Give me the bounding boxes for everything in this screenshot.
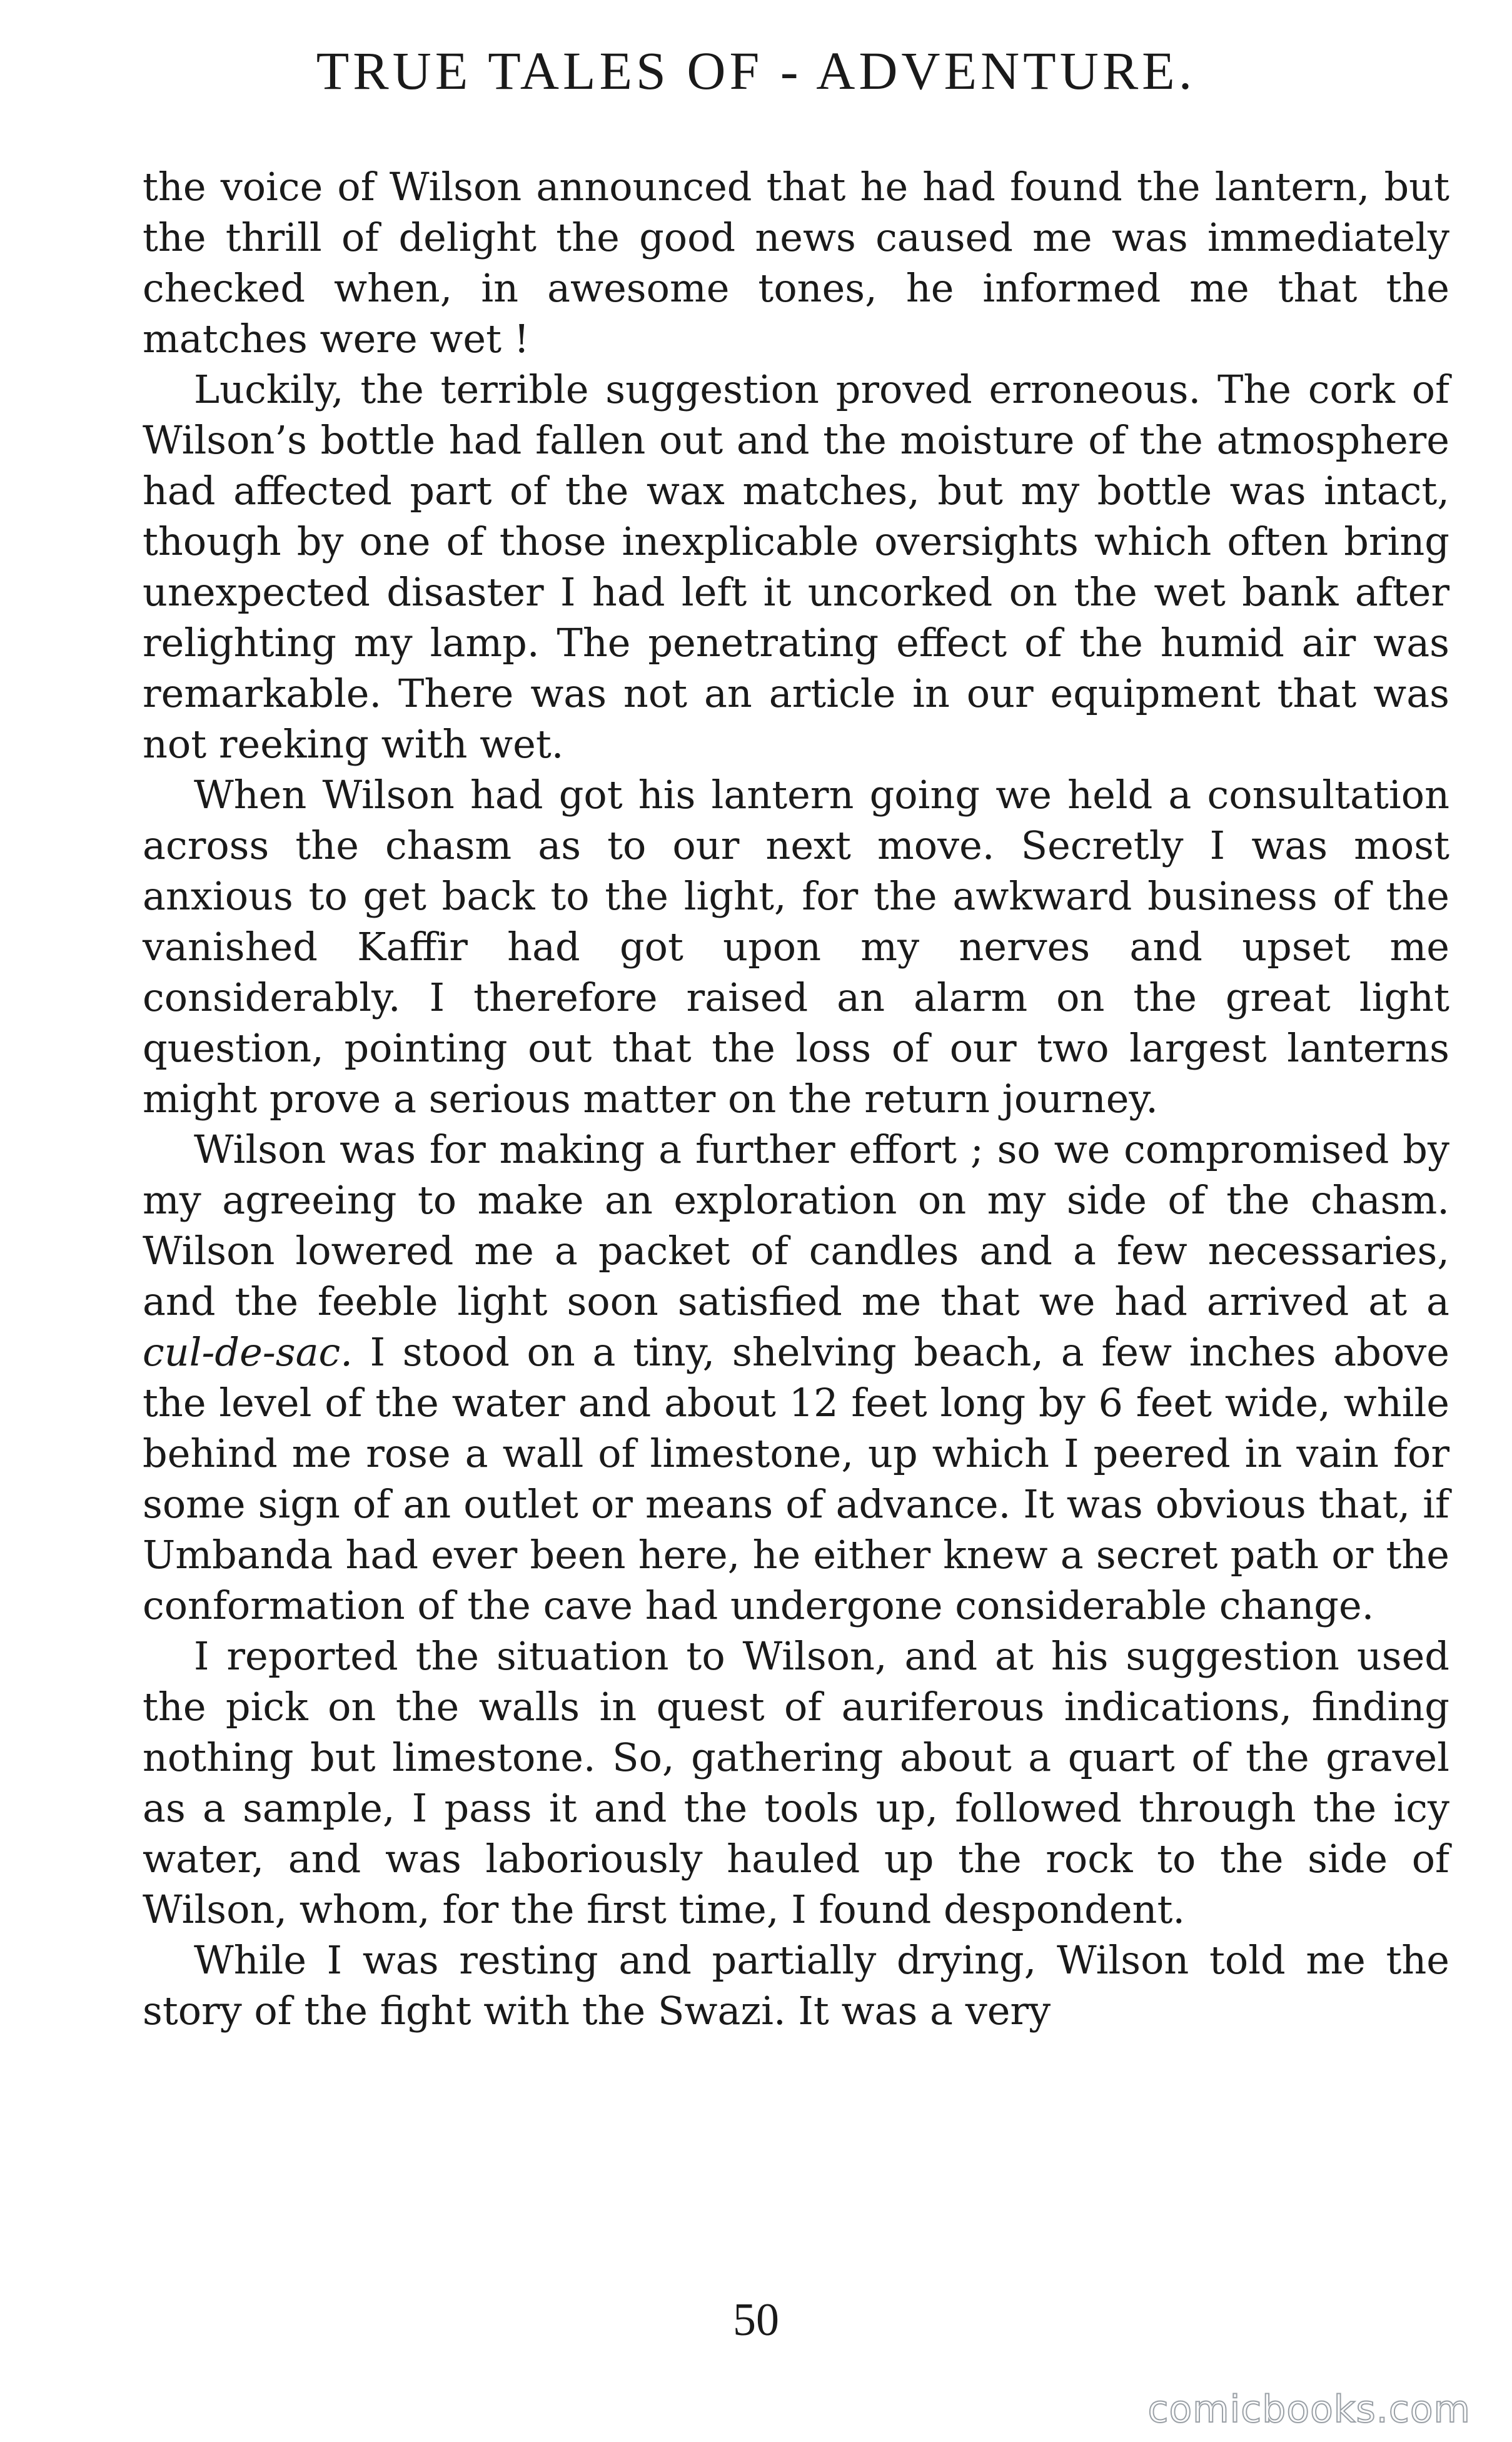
paragraph-3: When Wilson had got his lantern going we held a consultation across the chasm as to our next move. Secretly I was most anxious to get back to the light, for the awkward business of the vanished Kaffir had got upon my nerves and upset me considerably. I therefore raised an alarm on the great light question, pointing out that the loss of our two largest lanterns might prove a serious matter on the return journey.	[143, 772, 1449, 1122]
paragraph-4-text-after: I stood on a tiny, shelving beach, a few inches above the level of the water and about 12 feet long by 6 feet wide, while behind me rose a wall of limestone, up which I peered in vain for some sign of an outlet or means of advance. It was obvious that, if Umbanda had ever been here, he either knew a secret path or the conformation of the cave had undergone considerable change.	[143, 1329, 1449, 1628]
paragraph-4	[143, 1124, 1449, 1631]
running-head: TRUE TALES OF - ADVENTURE.	[316, 41, 1196, 101]
paragraph-4-text-before: Wilson was for making a further effort ; so we compromised by my agreeing to make an exploration on my side of the chasm. Wilson lowered me a packet of candles and a few necessaries, and the feeble light soon satisfied me that we had arrived at a	[143, 1127, 1449, 1324]
paragraph-5: I reported the situation to Wilson, and at his suggestion used the pick on the walls in quest of auriferous indications, finding nothing but limestone. So, gathering about a quart of the gravel as a sample, I pass it and the tools up, followed through the icy water, and was laboriously hauled up the rock to the side of Wilson, whom, for the first time, I found despondent.	[143, 1633, 1449, 1932]
paragraph-1: the voice of Wilson announced that he had found the lantern, but the thrill of delight the good news caused me was immediately checked when, in awesome tones, he informed me that the matches were wet !	[143, 164, 1449, 362]
paragraph-2: Luckily, the terrible suggestion proved erroneous. The cork of Wilson’s bottle had fallen out and the moisture of the atmosphere had affected part of the wax matches, but my bottle was intact, though by one of those inexplicable oversights which often bring unexpected disaster I had left it uncorked on the wet bank after relighting my lamp. The penetrating effect of the humid air was remarkable. There was not an article in our equipment that was not reeking with wet.	[143, 367, 1449, 767]
paragraph-6: While I was resting and partially drying, Wilson told me the story of the fight with the Swazi. It was a very	[143, 1937, 1449, 2034]
page-number: 50	[733, 2294, 779, 2346]
watermark: comicbooks.com	[1147, 2388, 1471, 2431]
paragraph-4-italic-phrase: cul-de-sac.	[143, 1329, 353, 1375]
body-text	[143, 161, 1449, 2036]
